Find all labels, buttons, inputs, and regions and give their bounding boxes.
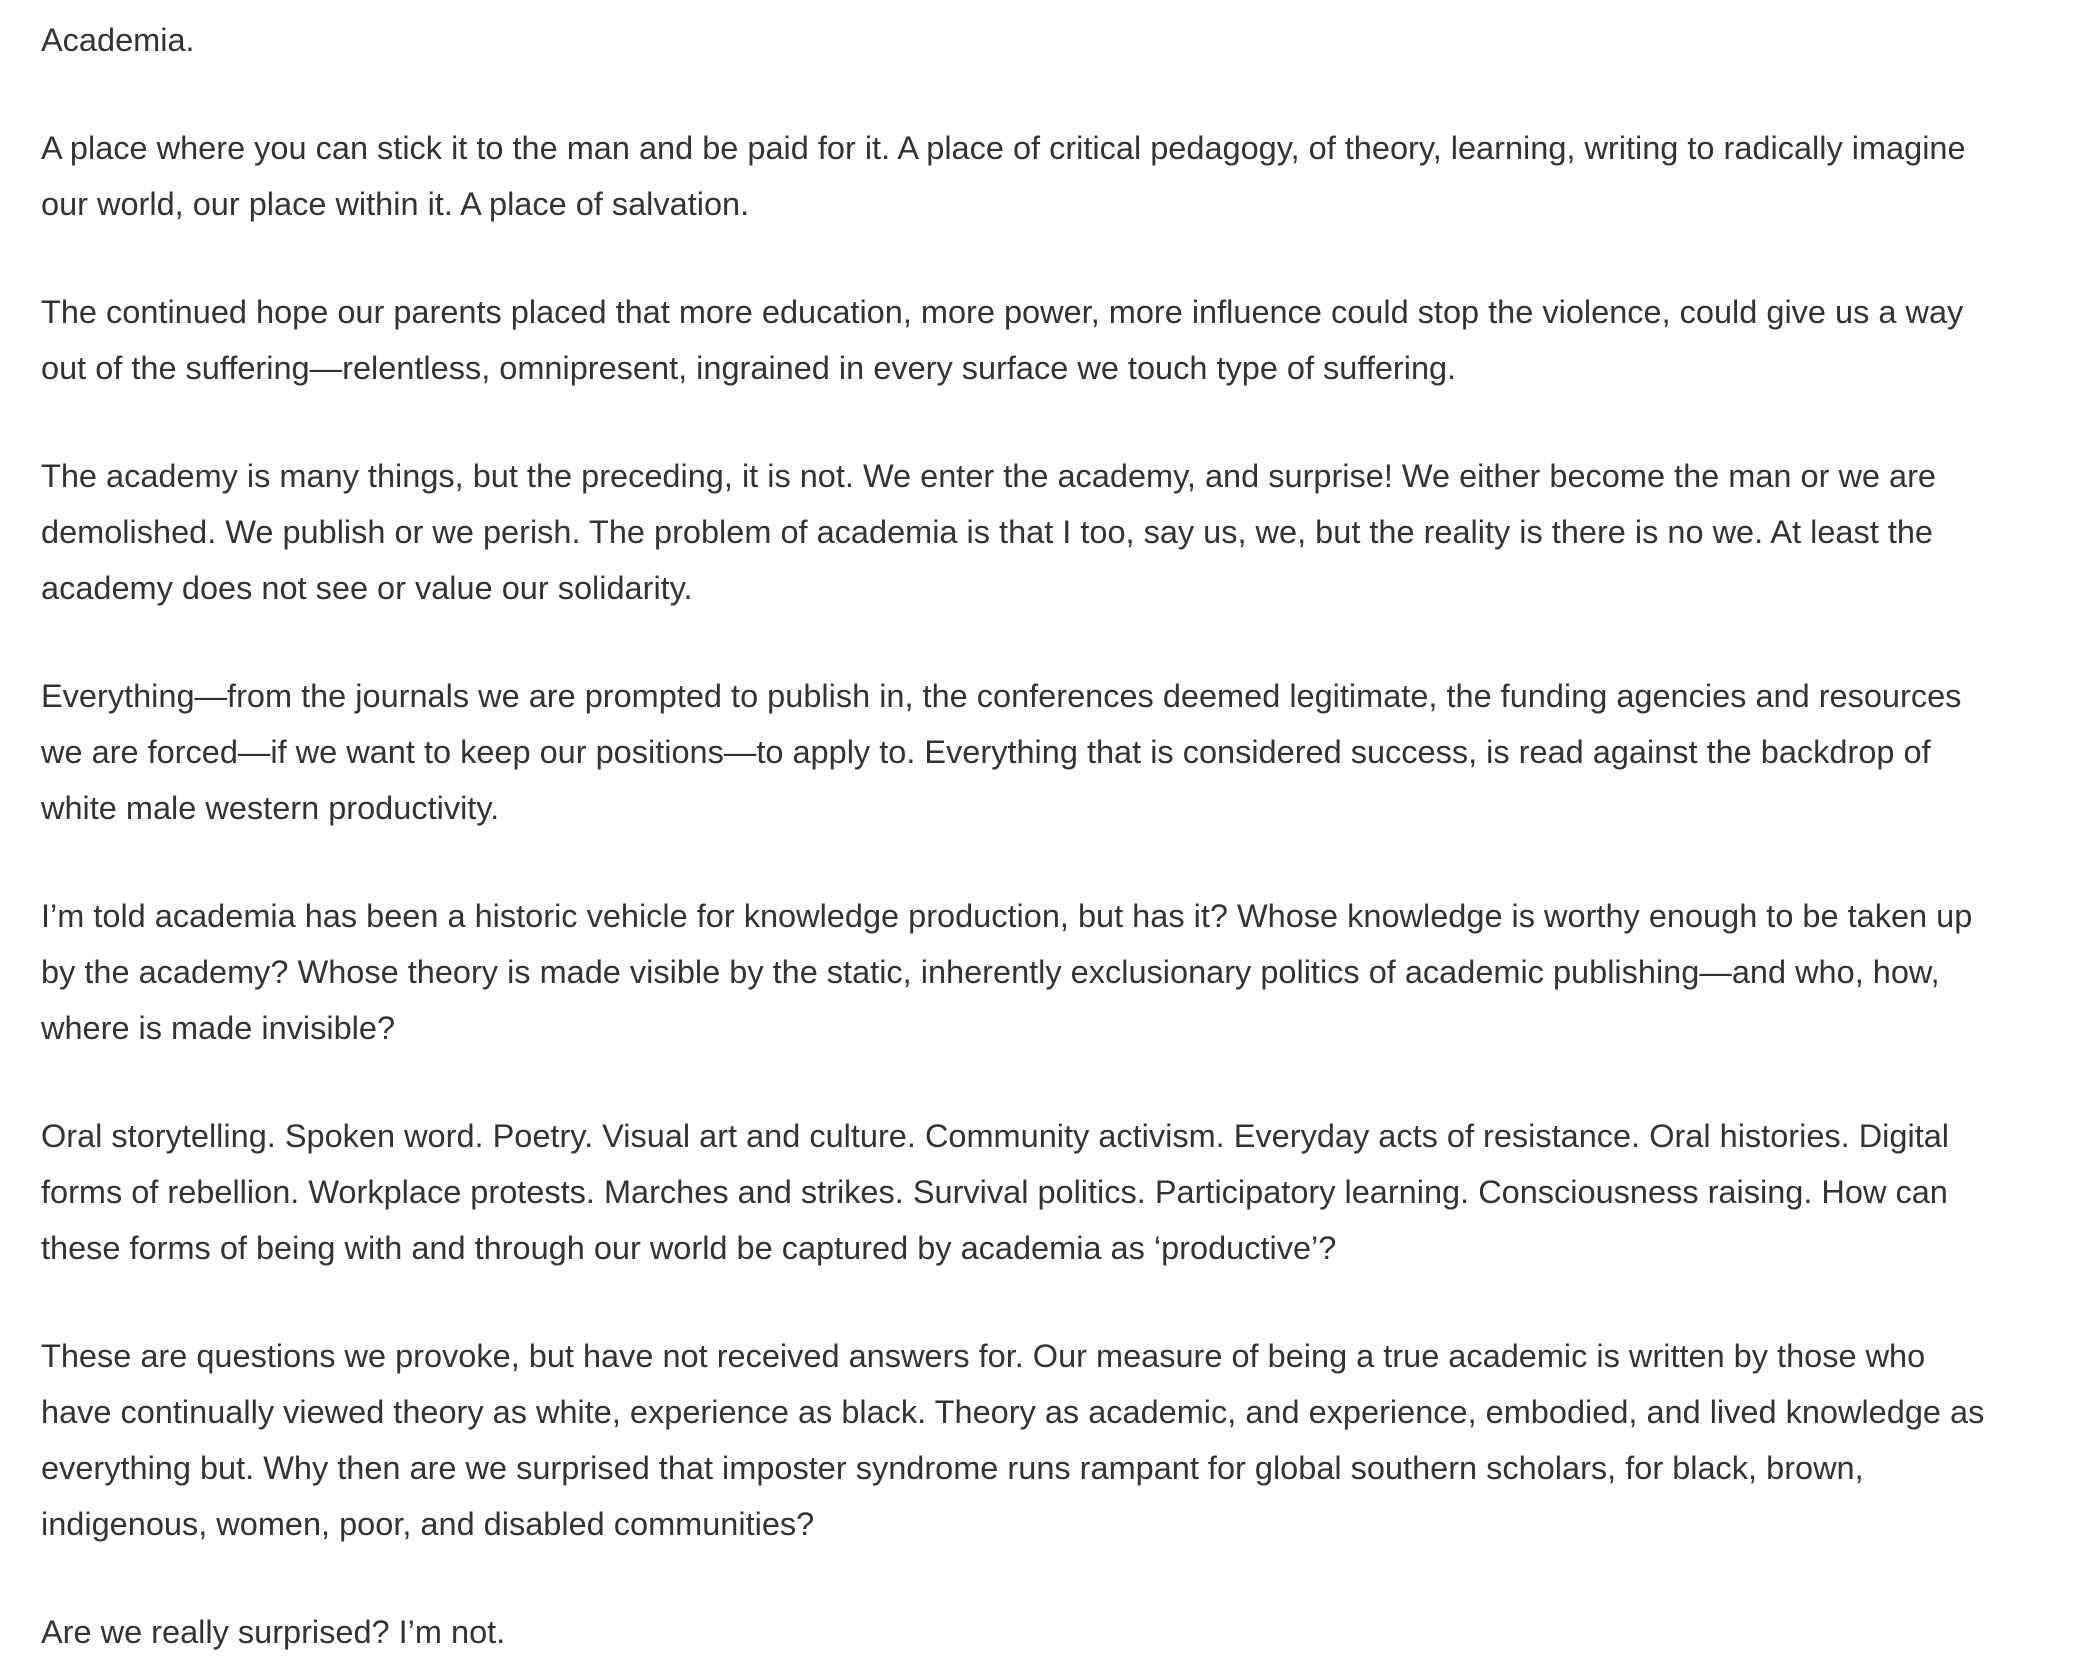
paragraph-6: I’m told academia has been a historic vehicle for knowledge production, but has it? Whose knowledge is worthy enough to be taken up by the academy? Whose theory is made visible by the static, inherently exclusionary politics of academic publishing—and who, how, where is made invisible? — [41, 898, 1973, 1046]
paragraph-5: Everything—from the journals we are prompted to publish in, the conferences deemed legitimate, the funding agencies and resources we are forced—if we want to keep our positions—to apply to. Everything that is considered success, is read against the backdrop of white male western productivity. — [41, 678, 1962, 826]
paragraph-4: The academy is many things, but the preceding, it is not. We enter the academy, and surprise! We either become the man or we are demolished. We publish or we perish. The problem of academia is that I too, say us, we, but the reality is there is no we. At least the academy does not see or value our solidarity. — [41, 458, 1936, 606]
paragraph-1: Academia. — [41, 22, 195, 58]
article-body — [41, 12, 2001, 1660]
paragraph-2: A place where you can stick it to the man and be paid for it. A place of critical pedagogy, of theory, learning, writing to radically imagine our world, our place within it. A place of salvation. — [41, 130, 1966, 222]
paragraph-8: These are questions we provoke, but have not received answers for. Our measure of being a true academic is written by those who have continually viewed theory as white, experience as black. Theory as academic, and experience, embodied, and lived knowledge as everything but. Why then are we surprised that imposter syndrome runs rampant for global southern scholars, for black, brown, indigenous, women, poor, and disabled communities? — [41, 1338, 1985, 1542]
paragraph-9: Are we really surprised? I’m not. — [41, 1614, 506, 1650]
paragraph-3: The continued hope our parents placed that more education, more power, more influence could stop the violence, could give us a way out of the suffering—relentless, omnipresent, ingrained in every surface we touch type of suffering. — [41, 294, 1964, 386]
paragraph-7: Oral storytelling. Spoken word. Poetry. Visual art and culture. Community activism. Everyday acts of resistance. Oral histories. Digital forms of rebellion. Workplace protests. Marches and strikes. Survival politics. Participatory learning. Consciousness raising. How can these forms of being with and through our world be captured by academia as ‘productive’? — [41, 1118, 1950, 1266]
